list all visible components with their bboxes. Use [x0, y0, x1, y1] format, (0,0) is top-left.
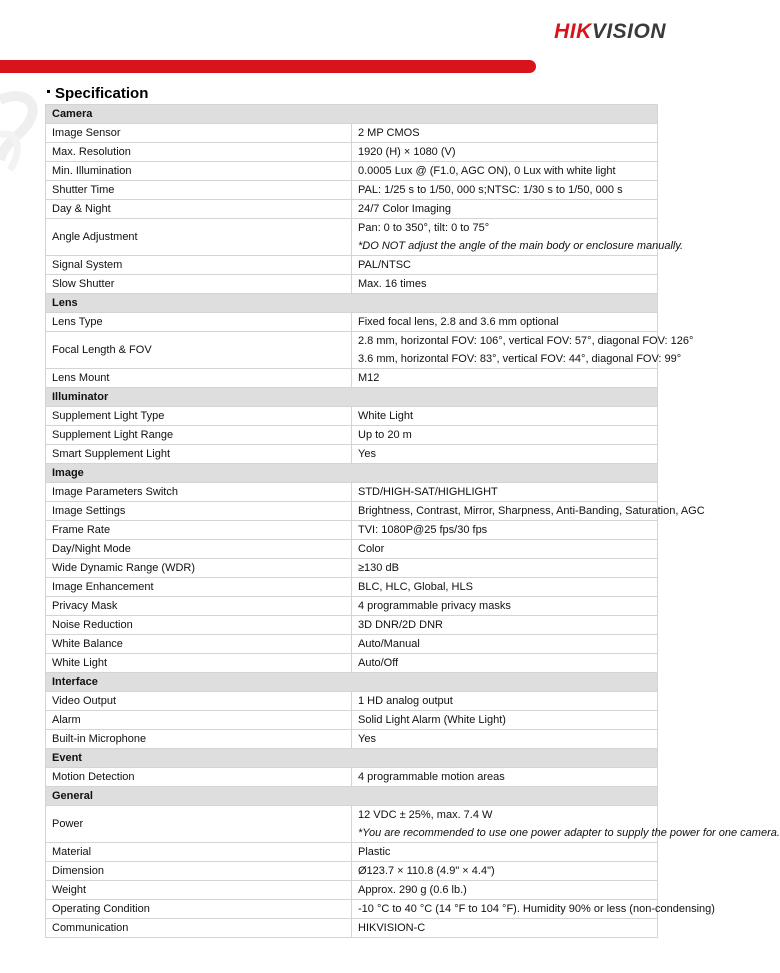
spec-value	[352, 559, 658, 578]
table-row	[46, 219, 658, 256]
spec-label: Wide Dynamic Range (WDR)	[46, 559, 352, 578]
table-row	[46, 540, 658, 559]
spec-value	[352, 919, 658, 938]
table-row	[46, 407, 658, 426]
spec-value	[352, 597, 658, 616]
table-row	[46, 578, 658, 597]
spec-label: Weight	[46, 881, 352, 900]
spec-value	[352, 711, 658, 730]
table-row	[46, 502, 658, 521]
table-row	[46, 730, 658, 749]
spec-label: Smart Supplement Light	[46, 445, 352, 464]
spec-value-line: BLC, HLC, Global, HLS	[358, 581, 473, 593]
spec-value	[352, 578, 658, 597]
spec-label: Day & Night	[46, 200, 352, 219]
spec-value	[352, 313, 658, 332]
table-row	[46, 654, 658, 673]
spec-label: Material	[46, 843, 352, 862]
spec-value	[352, 369, 658, 388]
section-header: Interface	[46, 673, 658, 692]
spec-value-note: *You are recommended to use one power adapter to supply the power for one camera.	[358, 827, 780, 839]
spec-value	[352, 124, 658, 143]
spec-value-line: 3.6 mm, horizontal FOV: 83°, vertical FOV: 44°, diagonal FOV: 99°	[358, 353, 682, 365]
spec-value-line: Plastic	[358, 846, 391, 858]
spec-value	[352, 143, 658, 162]
table-row	[46, 256, 658, 275]
table-row	[46, 181, 658, 200]
spec-label: Power	[46, 806, 352, 843]
spec-value	[352, 407, 658, 426]
table-row	[46, 313, 658, 332]
spec-value	[352, 483, 658, 502]
spec-label: Supplement Light Type	[46, 407, 352, 426]
spec-label: Min. Illumination	[46, 162, 352, 181]
section-row	[46, 105, 658, 124]
spec-label: Signal System	[46, 256, 352, 275]
table-row	[46, 332, 658, 369]
spec-value	[352, 900, 715, 919]
spec-value-line: Fixed focal lens, 2.8 and 3.6 mm optional	[358, 316, 559, 328]
brand-logo-part2: VISION	[591, 20, 666, 43]
brand-logo	[554, 20, 666, 44]
table-row	[46, 616, 658, 635]
spec-label: Image Enhancement	[46, 578, 352, 597]
spec-value	[352, 426, 658, 445]
spec-label: White Light	[46, 654, 352, 673]
spec-value	[352, 806, 780, 843]
spec-value	[352, 635, 658, 654]
spec-value	[352, 616, 658, 635]
spec-label: Dimension	[46, 862, 352, 881]
spec-value-line: 1 HD analog output	[358, 695, 453, 707]
table-row	[46, 275, 658, 294]
spec-value	[352, 881, 658, 900]
spec-value-line: 4 programmable privacy masks	[358, 600, 511, 612]
section-header: General	[46, 787, 658, 806]
spec-value	[352, 200, 658, 219]
spec-value-note: *DO NOT adjust the angle of the main body or enclosure manually.	[358, 240, 684, 252]
table-row	[46, 521, 658, 540]
section-row	[46, 787, 658, 806]
spec-value-line: PAL/NTSC	[358, 259, 411, 271]
section-header: Camera	[46, 105, 658, 124]
spec-value-line: Auto/Off	[358, 657, 399, 669]
spec-value	[352, 332, 694, 369]
table-row	[46, 711, 658, 730]
spec-value	[352, 843, 658, 862]
section-row	[46, 673, 658, 692]
spec-value-line: 2.8 mm, horizontal FOV: 106°, vertical FOV: 57°, diagonal FOV: 126°	[358, 335, 694, 347]
table-row	[46, 124, 658, 143]
spec-value-line: Max. 16 times	[358, 278, 427, 290]
spec-label: White Balance	[46, 635, 352, 654]
spec-value	[352, 692, 658, 711]
table-row	[46, 162, 658, 181]
spec-value-line: -10 °C to 40 °C (14 °F to 104 °F). Humidity 90% or less (non-condensing)	[358, 903, 715, 915]
spec-value	[352, 162, 658, 181]
spec-value	[352, 730, 658, 749]
table-row	[46, 597, 658, 616]
table-row	[46, 919, 658, 938]
spec-label: Privacy Mask	[46, 597, 352, 616]
spec-label: Noise Reduction	[46, 616, 352, 635]
table-row	[46, 143, 658, 162]
table-row	[46, 692, 658, 711]
spec-label: Max. Resolution	[46, 143, 352, 162]
spec-value-line: Approx. 290 g (0.6 lb.)	[358, 884, 467, 896]
spec-label: Supplement Light Range	[46, 426, 352, 445]
section-row	[46, 464, 658, 483]
header-red-bar	[0, 60, 536, 73]
table-row	[46, 426, 658, 445]
spec-label: Image Sensor	[46, 124, 352, 143]
spec-label: Alarm	[46, 711, 352, 730]
spec-value	[352, 862, 658, 881]
spec-value	[352, 502, 705, 521]
spec-value	[352, 768, 658, 787]
spec-value-line: Ø123.7 × 110.8 (4.9" × 4.4")	[358, 865, 495, 877]
section-header: Event	[46, 749, 658, 768]
spec-value	[352, 256, 658, 275]
spec-value-line: 4 programmable motion areas	[358, 771, 505, 783]
spec-label: Operating Condition	[46, 900, 352, 919]
spec-label: Built-in Microphone	[46, 730, 352, 749]
table-row	[46, 806, 658, 843]
spec-value	[352, 181, 658, 200]
table-row	[46, 200, 658, 219]
spec-value	[352, 275, 658, 294]
spec-value-line: Pan: 0 to 350°, tilt: 0 to 75°	[358, 222, 490, 234]
spec-value-line: Yes	[358, 448, 376, 460]
section-header: Lens	[46, 294, 658, 313]
spec-label: Focal Length & FOV	[46, 332, 352, 369]
spec-value-line: 12 VDC ± 25%, max. 7.4 W	[358, 809, 493, 821]
table-row	[46, 768, 658, 787]
spec-value-line: M12	[358, 372, 380, 384]
spec-value-line: Solid Light Alarm (White Light)	[358, 714, 506, 726]
section-row	[46, 294, 658, 313]
spec-label: Frame Rate	[46, 521, 352, 540]
spec-label: Day/Night Mode	[46, 540, 352, 559]
spec-value-line: 24/7 Color Imaging	[358, 203, 451, 215]
table-row	[46, 843, 658, 862]
section-header: Image	[46, 464, 658, 483]
spec-value	[352, 445, 658, 464]
table-row	[46, 369, 658, 388]
spec-label: Communication	[46, 919, 352, 938]
spec-value-line: ≥130 dB	[358, 562, 399, 574]
spec-value-line: 3D DNR/2D DNR	[358, 619, 443, 631]
spec-label: Image Parameters Switch	[46, 483, 352, 502]
spec-label: Image Settings	[46, 502, 352, 521]
spec-value-line: TVI: 1080P@25 fps/30 fps	[358, 524, 488, 536]
spec-table	[45, 104, 780, 938]
section-header: Illuminator	[46, 388, 658, 407]
spec-value-line: Color	[358, 543, 385, 555]
spec-value-line: Up to 20 m	[358, 429, 412, 441]
spec-label: Motion Detection	[46, 768, 352, 787]
spec-label: Shutter Time	[46, 181, 352, 200]
brand-logo-part1: HIK	[554, 20, 592, 43]
table-row	[46, 881, 658, 900]
spec-value-line: Yes	[358, 733, 376, 745]
table-row	[46, 445, 658, 464]
table-row	[46, 862, 658, 881]
spec-value-line: White Light	[358, 410, 414, 422]
spec-value	[352, 540, 658, 559]
table-row	[46, 900, 658, 919]
page-title-text: Specification	[55, 85, 149, 102]
spec-value-line: PAL: 1/25 s to 1/50, 000 s;NTSC: 1/30 s to 1/50, 000 s	[358, 184, 623, 196]
spec-value-line: 2 MP CMOS	[358, 127, 420, 139]
spec-value-line: HIKVISION-C	[358, 922, 426, 934]
spec-value	[352, 654, 658, 673]
page-title	[47, 85, 148, 102]
spec-value-line: Auto/Manual	[358, 638, 420, 650]
spec-label: Angle Adjustment	[46, 219, 352, 256]
table-row	[46, 559, 658, 578]
spec-value	[352, 219, 684, 256]
section-row	[46, 749, 658, 768]
spec-value-line: 0.0005 Lux @ (F1.0, AGC ON), 0 Lux with white light	[358, 165, 616, 177]
spec-label: Lens Type	[46, 313, 352, 332]
decorative-swirl-icon	[0, 80, 50, 190]
table-row	[46, 635, 658, 654]
spec-value	[352, 521, 658, 540]
section-row	[46, 388, 658, 407]
spec-label: Lens Mount	[46, 369, 352, 388]
spec-value-line: STD/HIGH-SAT/HIGHLIGHT	[358, 486, 498, 498]
spec-label: Video Output	[46, 692, 352, 711]
table-row	[46, 483, 658, 502]
spec-value-line: 1920 (H) × 1080 (V)	[358, 146, 456, 158]
spec-label: Slow Shutter	[46, 275, 352, 294]
spec-value-line: Brightness, Contrast, Mirror, Sharpness, Anti-Banding, Saturation, AGC	[358, 505, 705, 517]
